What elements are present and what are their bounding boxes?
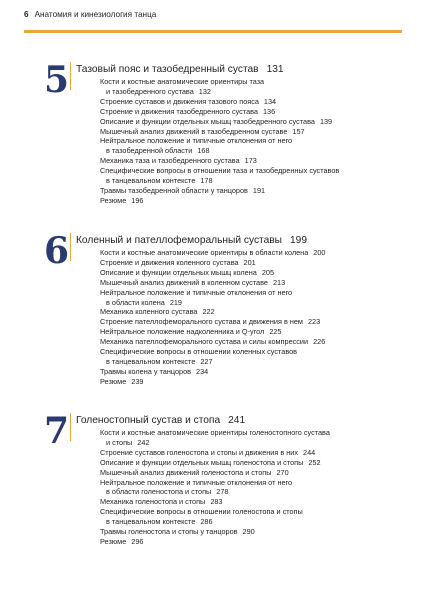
toc-entry-page-number: 234 <box>196 366 209 376</box>
toc-entry-page-number: 296 <box>131 536 144 546</box>
toc-entry-page-number: 225 <box>269 327 282 337</box>
toc-entry-text: Кости и костные анатомические ориентиры голеностопного сустава <box>100 428 330 437</box>
toc-entry-page-number: 226 <box>313 337 326 347</box>
header-rule <box>24 30 402 33</box>
toc-entry[interactable] <box>100 428 400 448</box>
toc-entry[interactable] <box>100 367 400 377</box>
toc-entry-page-number: 132 <box>198 86 211 96</box>
toc-entry-text: Механика голеностопа и стопы <box>100 497 206 507</box>
toc-entry-text: Строение суставов голеностопа и стопы и движения в них <box>100 447 299 457</box>
toc-entry-text: в области голеностопа и стопы <box>106 487 212 497</box>
section-list <box>100 428 400 547</box>
toc-entry[interactable] <box>100 248 400 258</box>
toc-entry[interactable] <box>100 196 400 206</box>
chapter-number: 5 <box>44 59 70 101</box>
toc-entry-text: Специфические вопросы в отношении голеностопа и стопы <box>100 507 303 517</box>
toc-entry-text: Резюме <box>100 536 127 546</box>
toc-entry[interactable] <box>100 268 400 278</box>
toc-entry-page-number: 196 <box>131 195 144 205</box>
toc-entry[interactable] <box>100 337 400 347</box>
toc-entry-text: Механика коленного сустава <box>100 307 198 317</box>
chapter-page-number: 199 <box>290 235 307 246</box>
toc-entry-text: Механика пателлофеморального сустава и силы компрессии <box>100 337 309 347</box>
toc-entry-page-number: 139 <box>319 116 333 126</box>
toc-entry-page-number: 223 <box>307 317 321 327</box>
chapter-page-number: 131 <box>266 64 284 75</box>
section-list <box>100 77 400 206</box>
toc-entry[interactable] <box>100 186 400 196</box>
toc-entry-text: Травмы тазобедренной области у танцоров <box>100 185 248 195</box>
toc-entry-text: и тазобедренного сустава <box>106 86 194 96</box>
toc-entry-page-number: 222 <box>202 307 215 317</box>
toc-entry-text: Мышечный анализ движений голеностопа и стопы <box>100 467 272 477</box>
toc-entry[interactable] <box>100 278 400 288</box>
toc-entry[interactable] <box>100 127 400 137</box>
toc-entry[interactable] <box>100 258 400 268</box>
toc-entry[interactable] <box>100 77 400 97</box>
toc-entry-text: Специфические вопросы в отношении коленных суставов <box>100 347 298 357</box>
toc-entry-text: Строение суставов и движения тазового пояса <box>100 96 259 106</box>
chapter-title: Голеностопный сустав и стопа <box>76 415 221 426</box>
toc-entry-text: Специфические вопросы в отношении таза и тазобедренных суставов <box>100 166 340 176</box>
toc-entry-page-number: 213 <box>272 277 286 287</box>
chapter-title: Тазовый пояс и тазобедренный сустав <box>76 64 259 75</box>
toc-entry-page-number: 239 <box>131 376 144 386</box>
toc-entry-page-number: 173 <box>244 156 257 166</box>
toc-entry-page-number: 283 <box>210 497 223 507</box>
chapter-page-number: 241 <box>228 415 246 426</box>
toc-entry-text: Строение пателлофеморального сустава и движения в нем <box>100 317 303 327</box>
toc-entry[interactable] <box>100 507 400 527</box>
toc-entry-text: в тазобедренной области <box>106 146 193 156</box>
chapter-title-link[interactable] <box>76 234 307 247</box>
toc-entry-page-number: 290 <box>242 527 255 537</box>
toc-entry-page-number: 178 <box>200 176 213 186</box>
toc-entry[interactable] <box>100 107 400 117</box>
section-list <box>100 248 400 387</box>
toc-entry-page-number: 252 <box>308 457 321 467</box>
toc-entry-page-number: 136 <box>262 106 276 116</box>
toc-entry-text: Строение и движения тазобедренного сустава <box>100 106 258 116</box>
toc-entry[interactable] <box>100 97 400 107</box>
toc-entry[interactable] <box>100 497 400 507</box>
header-book-title: Анатомия и кинезиология танца <box>34 10 157 19</box>
toc-entry-page-number: 200 <box>313 248 326 257</box>
toc-entry-page-number: 168 <box>197 146 210 156</box>
toc-entry-text: Описание и функции отдельных мышц колена <box>100 267 257 277</box>
toc-entry[interactable] <box>100 317 400 327</box>
toc-entry-text: Мышечный анализ движений в коленном суставе <box>100 277 268 287</box>
chapter-title: Коленный и пателлофеморальный суставы <box>76 235 282 246</box>
toc-entry-text: Нейтральное положение и типичные отклонения от него <box>100 287 293 297</box>
toc-entry-page-number: 270 <box>276 467 289 477</box>
toc-entry-text: Травмы колена у танцоров <box>100 366 192 376</box>
chapter-divider <box>70 62 71 90</box>
toc-entry[interactable] <box>100 448 400 458</box>
toc-entry-page-number: 244 <box>303 447 316 457</box>
toc-entry[interactable] <box>100 307 400 317</box>
chapter-title-link[interactable] <box>76 63 284 76</box>
toc-entry-text: в области колена <box>106 297 165 307</box>
toc-entry-text: Травмы голеностопа и стопы у танцоров <box>100 527 238 537</box>
chapter-divider <box>70 413 71 441</box>
toc-entry-text: в танцевальном контексте <box>106 517 196 527</box>
header-page-number: 6 <box>24 10 29 19</box>
toc-entry[interactable] <box>100 136 400 156</box>
toc-entry-text: Механика таза и тазобедренного сустава <box>100 156 240 166</box>
chapter-number: 7 <box>44 410 70 452</box>
toc-entry-text: и стопы <box>106 437 133 447</box>
toc-entry-text: Кости и костные анатомические ориентиры в области колена <box>100 248 309 257</box>
toc-entry[interactable] <box>100 458 400 468</box>
toc-entry-text: Нейтральное положение и типичные отклонения от него <box>100 136 293 146</box>
toc-entry-page-number: 134 <box>263 96 277 106</box>
toc-entry[interactable] <box>100 288 400 308</box>
toc-entry-text: Кости и костные анатомические ориентиры таза <box>100 77 265 86</box>
toc-entry-page-number: 157 <box>292 126 305 136</box>
toc-entry-page-number: 219 <box>169 297 182 307</box>
toc-entry[interactable] <box>100 166 400 186</box>
toc-entry-page-number: 205 <box>261 267 275 277</box>
toc-entry-text: Нейтральное положение надколенника и Q-угол <box>100 327 265 337</box>
toc-entry-page-number: 242 <box>137 437 150 447</box>
toc-entry-text: в танцевальном контексте <box>106 176 196 186</box>
toc-entry-page-number: 286 <box>200 517 213 527</box>
toc-entry[interactable] <box>100 327 400 337</box>
toc-entry[interactable] <box>100 478 400 498</box>
chapter-title-link[interactable] <box>76 414 245 427</box>
toc-entry-page-number: 278 <box>216 487 229 497</box>
chapter-number: 6 <box>44 230 70 272</box>
toc-entry-text: Резюме <box>100 376 127 386</box>
toc-entry[interactable] <box>100 527 400 537</box>
toc-entry-page-number: 191 <box>252 185 266 195</box>
toc-entry[interactable] <box>100 117 400 127</box>
toc-entry-text: в танцевальном контексте <box>106 356 196 366</box>
running-header <box>24 10 402 32</box>
toc-entry-text: Мышечный анализ движений в тазобедренном суставе <box>100 126 288 136</box>
toc-entry-text: Описание и функции отдельных мышц тазобедренного сустава <box>100 116 315 126</box>
toc-entry[interactable] <box>100 347 400 367</box>
chapter-divider <box>70 233 71 261</box>
toc-entry[interactable] <box>100 156 400 166</box>
toc-entry-text: Нейтральное положение и типичные отклонения от него <box>100 477 293 487</box>
toc-entry-page-number: 227 <box>200 356 213 366</box>
toc-entry-text: Строение и движения коленного сустава <box>100 257 239 267</box>
toc-entry-text: Описание и функции отдельных мышц голеностопа и стопы <box>100 457 304 467</box>
toc-entry[interactable] <box>100 537 400 547</box>
toc-entry-page-number: 201 <box>243 257 256 267</box>
toc-entry[interactable] <box>100 468 400 478</box>
toc-entry[interactable] <box>100 377 400 387</box>
toc-entry-text: Резюме <box>100 195 127 205</box>
